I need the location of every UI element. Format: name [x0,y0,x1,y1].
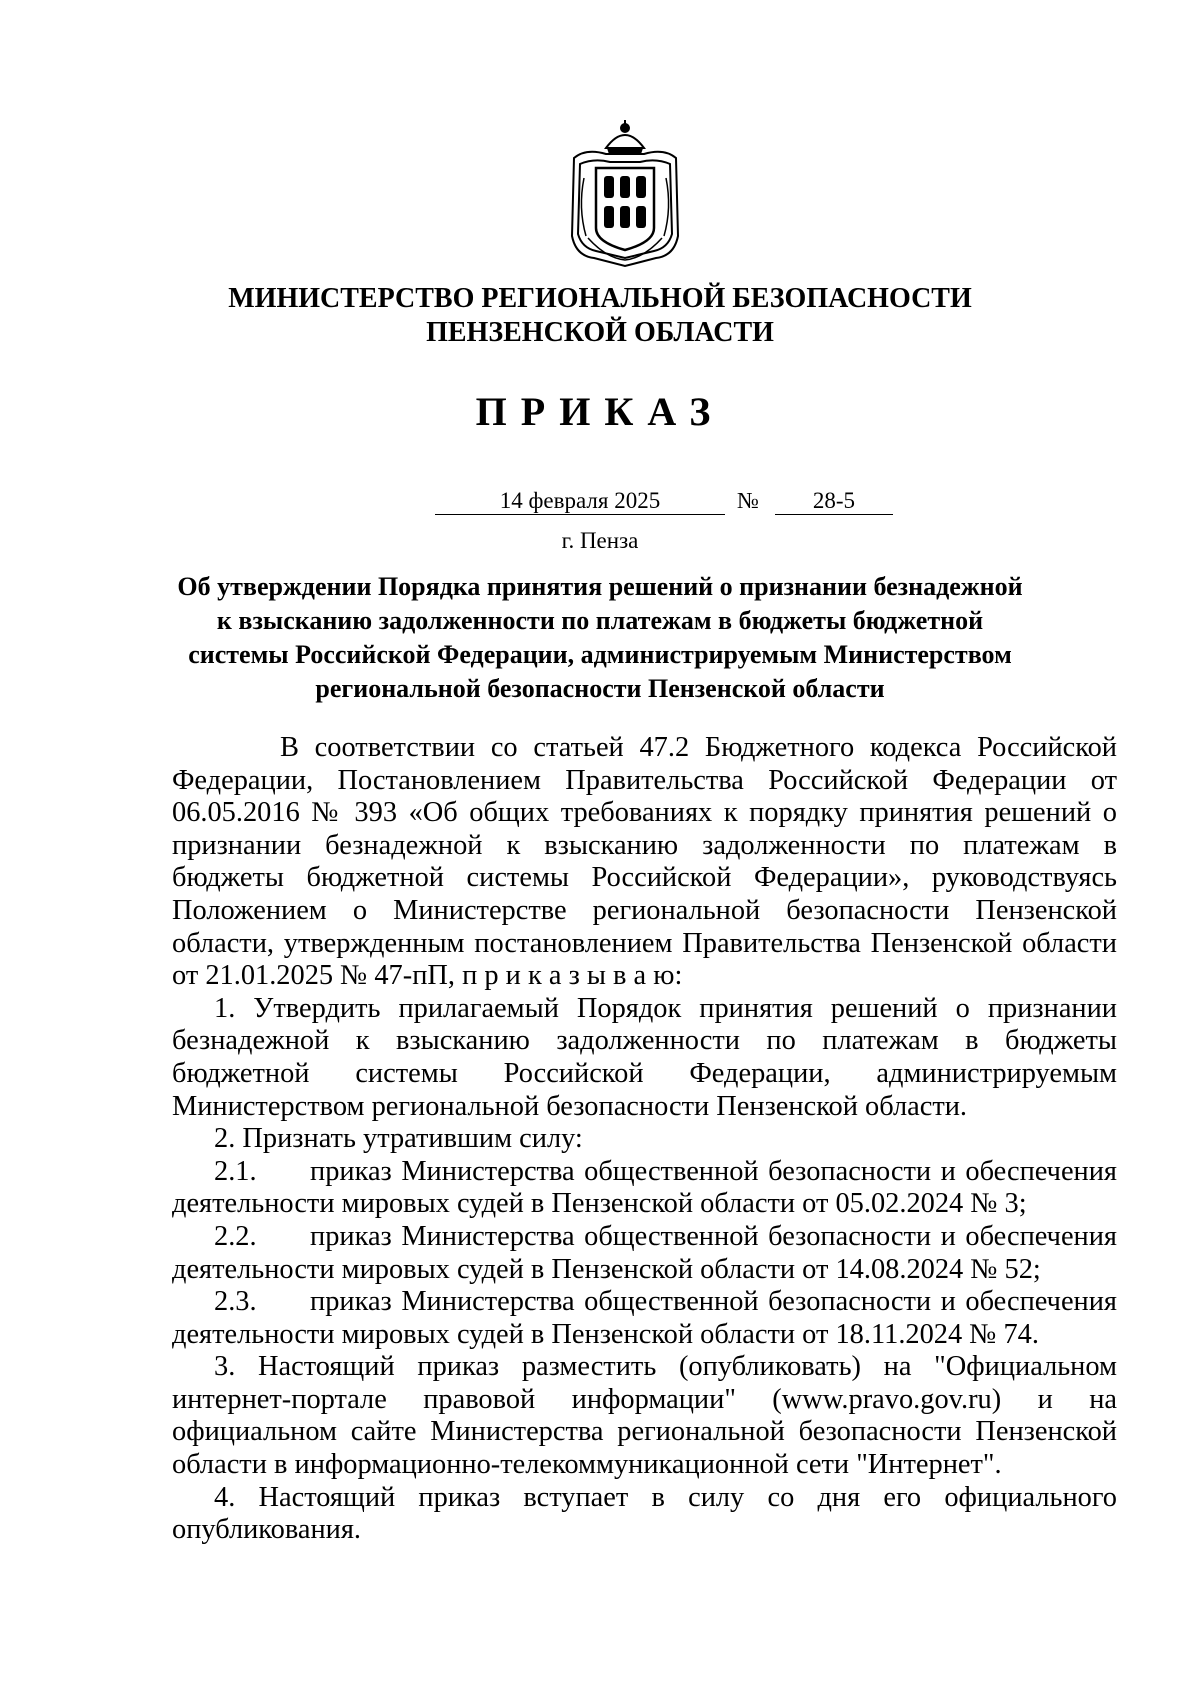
ministry-name-line1: МИНИСТЕРСТВО РЕГИОНАЛЬНОЙ БЕЗОПАСНОСТИ [228,283,972,314]
item-2: 2. Признать утратившим силу: [214,1123,583,1155]
date-number-line [435,488,893,515]
document-type: ПРИКАЗ [475,389,725,434]
item-4: 4. Настоящий приказ вступает в силу со дня его официального опубликования. [172,1481,1117,1546]
item-2-1 [172,1156,1117,1221]
document-date: 14 февраля 2025 [435,488,725,515]
item-2-2-number: 2.2. [214,1220,257,1252]
ministry-name-line2: ПЕНЗЕНСКОЙ ОБЛАСТИ [426,317,774,348]
document-city: г. Пенза [561,528,639,553]
item-2-3-text: приказ Министерства общественной безопасности и обеспечения деятельности мировых судей в Пензенской области от 18.11.2024 № 74. [172,1286,1117,1350]
item-2-1-number: 2.1. [214,1155,257,1187]
item-2-2 [172,1221,1117,1286]
coat-of-arms-icon [566,118,684,268]
document-title: Об утверждении Порядка принятия решений о признании безнадежной к взысканию задолженности по платежам в бюджеты бюджетной системы Российской Федерации, администрируемым Министерством региональной безопасности Пензенской области [177,572,1023,703]
item-2-3 [172,1286,1117,1351]
number-sign: № [737,488,759,513]
ministry-name [0,282,1200,350]
preamble-paragraph: В соответствии со статьей 47.2 Бюджетного кодекса Российской Федерации, Постановлением Правительства Российской Федерации от 06.05.2016 № 393 «Об общих требованиях к порядку принятия решений о признании безнадежной к взысканию задолженности по платежам в бюджеты бюджетной системы Российской Федерации», руководствуясь Положением о Министерстве региональной безопасности Пензенской области, утвержденным постановлением Правительства Пензенской области от 21.01.2025 № 47-пП, п р и к а з ы в а ю: [172,732,1117,992]
item-3: 3. Настоящий приказ разместить (опубликовать) на "Официальном интернет-портале правовой информации" (www.pravo.gov.ru) и на официальном сайте Министерства региональной безопасности Пензенской области в информационно-телекоммуникационной сети "Интернет". [172,1351,1117,1481]
item-2-1-text: приказ Министерства общественной безопасности и обеспечения деятельности мировых судей в Пензенской области от 05.02.2024 № 3; [172,1155,1117,1220]
item-2-2-text: приказ Министерства общественной безопасности и обеспечения деятельности мировых судей в Пензенской области от 14.08.2024 № 52; [172,1220,1117,1285]
item-1: 1. Утвердить прилагаемый Порядок принятия решений о признании безнадежной к взысканию задолженности по платежам в бюджеты бюджетной системы Российской Федерации, администрируемым Министерством региональной безопасности Пензенской области. [172,992,1117,1122]
document-number: 28-5 [775,488,893,515]
item-2-3-number: 2.3. [214,1286,257,1318]
document-body [172,732,1117,1547]
